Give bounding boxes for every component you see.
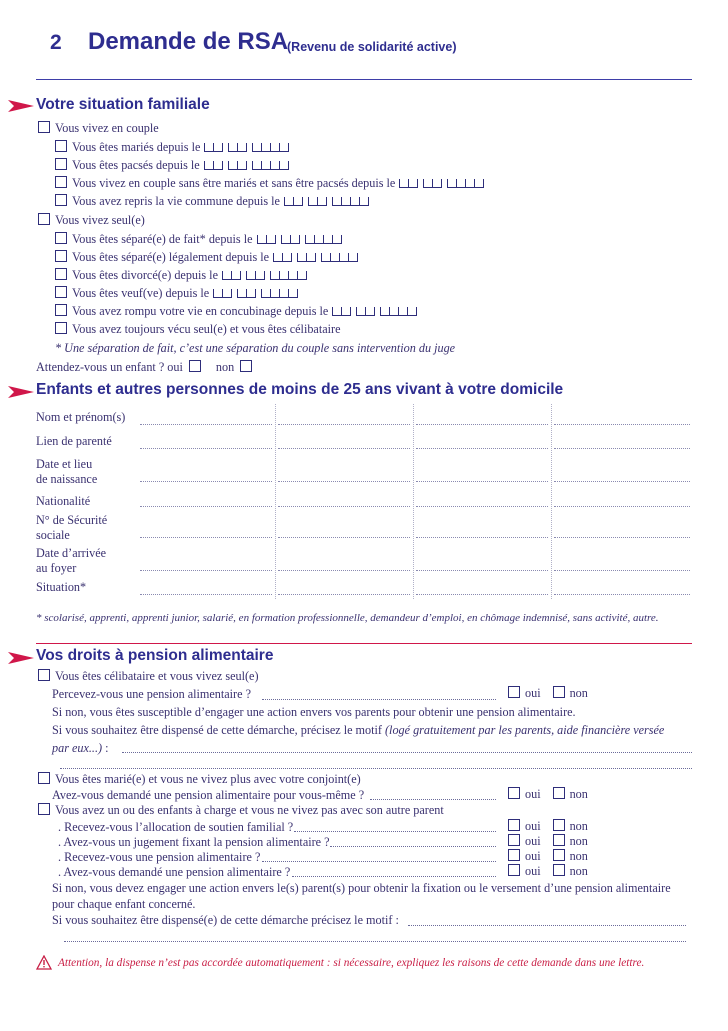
column-separator: [413, 404, 414, 599]
enfant-field-cell[interactable]: [554, 594, 690, 595]
section-arrow-icon: [8, 100, 34, 112]
enfant-field-cell[interactable]: [554, 570, 690, 571]
question-pension-demandee: . Avez-vous demandé une pension alimentaire ?: [58, 865, 291, 879]
enfant-field-cell[interactable]: [140, 481, 272, 482]
checkbox-oui[interactable]: [508, 787, 520, 799]
checkbox[interactable]: [55, 176, 67, 188]
question-pension-recue: . Recevez-vous une pension alimentaire ?: [58, 850, 261, 864]
enfants-row-label: Lien de parenté: [36, 434, 112, 448]
seul-item-celibataire[interactable]: [55, 322, 340, 337]
enfant-field-cell[interactable]: [278, 424, 410, 425]
checkbox-enfant-oui[interactable]: [189, 360, 201, 372]
date-field[interactable]: [213, 289, 298, 298]
non-label: non: [569, 686, 588, 700]
item-label: Vous êtes séparé(e) légalement depuis le: [72, 250, 270, 264]
oui-label: oui: [525, 864, 541, 878]
checkbox[interactable]: [55, 158, 67, 170]
celibataire-option[interactable]: [38, 669, 259, 684]
checkbox[interactable]: [55, 140, 67, 152]
column-separator: [551, 404, 552, 599]
seul-item-veuf[interactable]: [55, 286, 298, 301]
checkbox-enfant-non[interactable]: [240, 360, 252, 372]
enfants-charge-option[interactable]: [38, 803, 444, 818]
checkbox[interactable]: [55, 194, 67, 206]
checkbox[interactable]: [55, 304, 67, 316]
checkbox-oui[interactable]: [508, 834, 520, 846]
checkbox[interactable]: [55, 250, 67, 262]
checkbox-non[interactable]: [553, 864, 565, 876]
section-title-pension: Vos droits à pension alimentaire: [36, 647, 274, 664]
enfant-field-cell[interactable]: [416, 594, 548, 595]
enfants-row-label: Date et lieu: [36, 457, 93, 471]
motif-line-2[interactable]: [60, 768, 692, 769]
couple-option[interactable]: [38, 121, 159, 136]
date-field[interactable]: [222, 271, 307, 280]
oui-non-q5[interactable]: [508, 849, 588, 864]
enfants-row-label: sociale: [36, 528, 70, 542]
marie-option[interactable]: [38, 772, 361, 787]
date-field[interactable]: [399, 179, 484, 188]
checkbox-oui[interactable]: [508, 864, 520, 876]
date-field[interactable]: [204, 161, 289, 170]
oui-label: oui: [525, 849, 541, 863]
question-jugement: . Avez-vous un jugement fixant la pension alimentaire ?: [58, 835, 330, 849]
checkbox[interactable]: [55, 286, 67, 298]
enfant-field-cell[interactable]: [416, 570, 548, 571]
enfants-row-label: Nationalité: [36, 494, 91, 508]
enfants-row-label: Situation*: [36, 580, 87, 594]
couple-label: Vous vivez en couple: [55, 121, 159, 135]
situation-footnote: * scolarisé, apprenti, apprenti junior, salarié, en formation professionnelle, demandeur d’emploi, en chômage indemnisé, sans activité, autre.: [36, 612, 659, 624]
couple-item-reprise[interactable]: [55, 194, 369, 209]
section-arrow-icon: [8, 386, 34, 398]
section-title-situation: Votre situation familiale: [36, 96, 210, 113]
enfant-field-cell[interactable]: [278, 570, 410, 571]
enfant-field-cell[interactable]: [278, 448, 410, 449]
checkbox[interactable]: [55, 322, 67, 334]
enfants-charge-label: Vous avez un ou des enfants à charge et vous ne vivez pas avec son autre parent: [55, 803, 444, 817]
header-divider: [36, 79, 692, 80]
item-label: Vous êtes veuf(ve) depuis le: [72, 286, 210, 300]
date-field[interactable]: [332, 307, 417, 316]
enfant-field-cell[interactable]: [140, 448, 272, 449]
checkbox-non[interactable]: [553, 787, 565, 799]
checkbox-non[interactable]: [553, 686, 565, 698]
non-label: non: [569, 787, 588, 801]
marie-label: Vous êtes marié(e) et vous ne vivez plus avec votre conjoint(e): [55, 772, 361, 786]
checkbox-non[interactable]: [553, 819, 565, 831]
enfant-field-cell[interactable]: [554, 481, 690, 482]
checkbox[interactable]: [55, 232, 67, 244]
enfant-field-cell[interactable]: [416, 537, 548, 538]
item-label: Vous avez toujours vécu seul(e) et vous êtes célibataire: [72, 322, 341, 336]
oui-label: oui: [525, 787, 541, 801]
item-label: Vous êtes divorcé(e) depuis le: [72, 268, 218, 282]
enfant-field-cell[interactable]: [278, 506, 410, 507]
checkbox-oui[interactable]: [508, 849, 520, 861]
oui-non-q6[interactable]: [508, 864, 588, 879]
enfants-row-label: de naissance: [36, 472, 98, 486]
enfant-field-cell[interactable]: [278, 594, 410, 595]
section-number: 2: [50, 31, 62, 54]
item-label: Vous êtes mariés depuis le: [72, 140, 201, 154]
dispense-texte-2: Si vous souhaitez être dispensé(e) de cette démarche précisez le motif :: [52, 913, 399, 927]
oui-label: oui: [525, 819, 541, 833]
non-label: non: [215, 360, 235, 374]
oui-non-q1[interactable]: [508, 686, 588, 701]
attention-note: Attention, la dispense n’est pas accordée automatiquement : si nécessaire, expliquez les raisons de cette demande dans une lettre.: [58, 957, 645, 969]
question-pension-percue: [52, 687, 251, 702]
enfant-field-cell[interactable]: [140, 424, 272, 425]
checkbox-non[interactable]: [553, 834, 565, 846]
dispense-texte-1b: [52, 741, 109, 756]
checkbox-enfants-charge[interactable]: [38, 803, 50, 815]
date-field[interactable]: [257, 235, 342, 244]
si-non-texte-1: Si non, vous êtes susceptible d’engager une action envers vos parents pour obtenir une pension alimentaire.: [52, 705, 576, 719]
checkbox[interactable]: [55, 268, 67, 280]
oui-non-q2[interactable]: [508, 787, 588, 802]
dotted-leader: [330, 846, 496, 847]
enfant-field-cell[interactable]: [140, 537, 272, 538]
non-label: non: [569, 864, 588, 878]
enfant-field-cell[interactable]: [278, 537, 410, 538]
enfant-attendu-question: [36, 360, 255, 375]
seul-item-separe-legal[interactable]: [55, 250, 358, 265]
enfant-field-cell[interactable]: [554, 424, 690, 425]
warning-icon: [36, 955, 52, 970]
checkbox-seul[interactable]: [38, 213, 50, 225]
oui-non-q3[interactable]: [508, 819, 588, 834]
item-label: Vous avez rompu votre vie en concubinage depuis le: [72, 304, 329, 318]
enfant-field-cell[interactable]: [140, 570, 272, 571]
enfant-field-cell[interactable]: [554, 506, 690, 507]
dispense-example-end: par eux...): [52, 741, 103, 755]
checkbox-celibataire[interactable]: [38, 669, 50, 681]
enfant-field-cell[interactable]: [278, 481, 410, 482]
couple-item-maries[interactable]: [55, 140, 289, 155]
enfant-field-cell[interactable]: [554, 537, 690, 538]
seul-item-divorce[interactable]: [55, 268, 307, 283]
checkbox-couple[interactable]: [38, 121, 50, 133]
enfants-row-label: au foyer: [36, 561, 77, 575]
date-field[interactable]: [284, 197, 369, 206]
column-separator: [275, 404, 276, 599]
separation-footnote: * Une séparation de fait, c’est une séparation du couple sans intervention du juge: [55, 341, 456, 355]
enfant-field-cell[interactable]: [140, 594, 272, 595]
dispense-example: (logé gratuitement par les parents, aide financière versée: [385, 723, 665, 737]
section-divider: [36, 643, 692, 644]
motif-line-4[interactable]: [64, 941, 686, 942]
enfant-field-cell[interactable]: [554, 448, 690, 449]
celib-label: Vous êtes célibataire et vous vivez seul(e): [55, 669, 259, 683]
page-subtitle: (Revenu de solidarité active): [287, 40, 457, 54]
seul-item-concubinage[interactable]: [55, 304, 417, 319]
checkbox-oui[interactable]: [508, 819, 520, 831]
checkbox-non[interactable]: [553, 849, 565, 861]
dotted-leader: [294, 831, 496, 832]
enfant-field-cell[interactable]: [416, 481, 548, 482]
motif-line-1[interactable]: [122, 752, 692, 753]
dotted-leader: [262, 861, 496, 862]
enfant-field-cell[interactable]: [416, 448, 548, 449]
enfants-row-label: N° de Sécurité: [36, 513, 108, 527]
si-non-texte-2b: pour chaque enfant concerné.: [52, 897, 196, 911]
question-asf: . Recevez-vous l’allocation de soutien familial ?: [58, 820, 294, 834]
enfant-field-cell[interactable]: [416, 424, 548, 425]
dotted-leader: [370, 799, 496, 800]
seul-option[interactable]: [38, 213, 145, 228]
date-field[interactable]: [273, 253, 358, 262]
enfants-row-label: Date d’arrivée: [36, 546, 107, 560]
item-label: Vous vivez en couple sans être mariés et sans être pacsés depuis le: [72, 176, 396, 190]
dotted-leader: [292, 876, 496, 877]
oui-label: oui: [525, 686, 541, 700]
checkbox-marie[interactable]: [38, 772, 50, 784]
item-label: Vous êtes séparé(e) de fait* depuis le: [72, 232, 253, 246]
couple-item-union-libre[interactable]: [55, 176, 484, 191]
colon: :: [105, 741, 109, 755]
question-label: Percevez-vous une pension alimentaire ?: [52, 687, 251, 701]
item-label: Vous avez repris la vie commune depuis le: [72, 194, 280, 208]
oui-label: oui: [525, 834, 541, 848]
question-pension-soi: Avez-vous demandé une pension alimentaire pour vous-même ?: [52, 788, 365, 802]
seul-label: Vous vivez seul(e): [55, 213, 145, 227]
non-label: non: [569, 834, 588, 848]
page-title: Demande de RSA: [88, 28, 289, 55]
enfant-question-label: Attendez-vous un enfant ? oui: [36, 360, 183, 374]
enfant-field-cell[interactable]: [140, 506, 272, 507]
non-label: non: [569, 819, 588, 833]
motif-line-3[interactable]: [408, 925, 686, 926]
seul-item-separe-fait[interactable]: [55, 232, 342, 247]
enfants-row-label: Nom et prénom(s): [36, 410, 126, 424]
item-label: Vous êtes pacsés depuis le: [72, 158, 200, 172]
non-label: non: [569, 849, 588, 863]
si-non-texte-2: Si non, vous devez engager une action envers le(s) parent(s) pour obtenir la fixation ou le versement d’une pension alimentaire: [52, 881, 671, 895]
checkbox-oui[interactable]: [508, 686, 520, 698]
oui-non-q4[interactable]: [508, 834, 588, 849]
dispense-label: Si vous souhaitez être dispensé de cette démarche, précisez le motif: [52, 723, 382, 737]
enfant-field-cell[interactable]: [416, 506, 548, 507]
date-field[interactable]: [204, 143, 289, 152]
dotted-leader: [262, 699, 496, 700]
couple-item-pacses[interactable]: [55, 158, 289, 173]
section-title-enfants: Enfants et autres personnes de moins de 25 ans vivant à votre domicile: [36, 381, 564, 398]
section-arrow-icon: [8, 652, 34, 664]
dispense-texte-1: [52, 723, 664, 738]
